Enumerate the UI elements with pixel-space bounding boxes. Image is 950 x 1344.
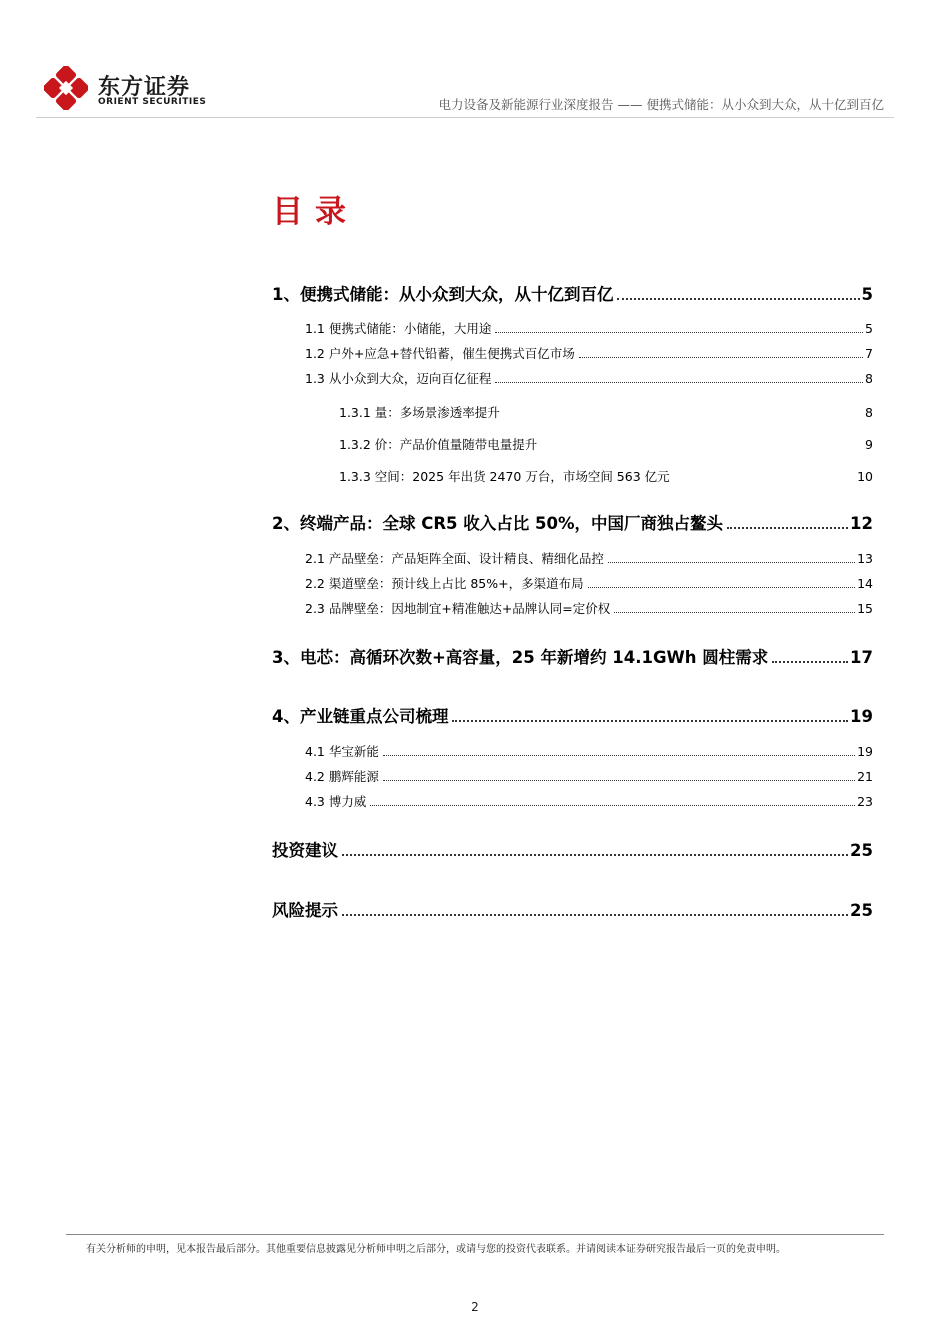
toc-page-number: 5 xyxy=(865,321,873,336)
toc-page-number: 13 xyxy=(857,551,873,566)
toc-page-number: 12 xyxy=(850,514,873,533)
toc-leader xyxy=(617,298,859,300)
toc-entry-text: 2.2 渠道壁垒：预计线上占比 85%+，多渠道布局 xyxy=(305,576,584,591)
toc-leader xyxy=(608,562,855,563)
toc-page-number: 8 xyxy=(865,371,873,386)
toc-leader xyxy=(370,805,855,806)
toc-entry-2[interactable] xyxy=(272,510,873,534)
toc-entry-text: 4、产业链重点公司梳理 xyxy=(272,707,449,726)
toc-leader xyxy=(383,780,855,781)
toc-entry-text: 2.3 品牌壁垒：因地制宜+精准触达+品牌认同=定价权 xyxy=(305,601,611,616)
toc-entry-1-3[interactable] xyxy=(305,369,873,387)
toc-page-number: 25 xyxy=(850,901,873,920)
toc-leader xyxy=(495,382,863,383)
toc-entry-text: 1.3 从小众到大众，迈向百亿征程 xyxy=(305,371,492,386)
toc-entry-2-3[interactable] xyxy=(305,599,873,617)
toc-page-number: 7 xyxy=(865,346,873,361)
toc-entry-text: 投资建议 xyxy=(272,841,338,860)
toc-page-number: 19 xyxy=(850,707,873,726)
toc-page-number: 15 xyxy=(857,601,873,616)
toc-leader xyxy=(452,720,848,722)
toc-entry-1[interactable] xyxy=(272,281,873,305)
toc-entry-4-1[interactable] xyxy=(305,742,873,760)
toc-entry-investment-advice[interactable] xyxy=(272,837,873,861)
toc-entry-4[interactable] xyxy=(272,703,873,727)
orient-logo-icon xyxy=(44,66,88,110)
footer-disclaimer: 有关分析师的申明，见本报告最后部分。其他重要信息披露见分析师申明之后部分，或请与您的投资代表联系。并请阅读本证券研究报告最后一页的免责申明。 xyxy=(86,1244,786,1255)
logo-text-en: ORIENT SECURITIES xyxy=(98,97,207,107)
toc-leader xyxy=(342,914,848,916)
toc-leader xyxy=(588,587,856,588)
toc-leader xyxy=(772,661,848,663)
toc-entry-text: 3、电芯：高循环次数+高容量，25 年新增约 14.1GWh 圆柱需求 xyxy=(272,648,769,667)
toc-page-number: 25 xyxy=(850,841,873,860)
toc-entry-4-3[interactable] xyxy=(305,792,873,810)
toc-entry-text: 2.1 产品壁垒：产品矩阵全面、设计精良、精细化品控 xyxy=(305,551,604,566)
toc-page-number: 5 xyxy=(861,285,873,304)
toc-leader xyxy=(495,332,863,333)
toc-entry-text: 4.3 博力威 xyxy=(305,794,367,809)
toc-entry-text: 1.1 便携式储能：小储能，大用途 xyxy=(305,321,492,336)
page-number: 2 xyxy=(471,1300,479,1314)
company-logo xyxy=(44,66,244,110)
toc-leader xyxy=(342,854,848,856)
toc-entry-text: 1、便携式储能：从小众到大众，从十亿到百亿 xyxy=(272,285,614,304)
toc-leader xyxy=(614,612,855,613)
toc-entry-risk-warning[interactable] xyxy=(272,897,873,921)
toc-entry-text: 1.2 户外+应急+替代铅蓄，催生便携式百亿市场 xyxy=(305,346,575,361)
toc-page-number: 17 xyxy=(850,648,873,667)
toc-entry-1-3-2[interactable] xyxy=(339,435,873,453)
toc-entry-1-2[interactable] xyxy=(305,344,873,362)
toc-entry-2-1[interactable] xyxy=(305,549,873,567)
toc-entry-1-3-1[interactable] xyxy=(339,403,873,421)
toc-entry-text: 1.3.2 价：产品价值量随带电量提升 xyxy=(339,437,538,452)
toc-page-number: 8 xyxy=(865,405,873,420)
toc-entry-3[interactable] xyxy=(272,644,873,668)
toc-entry-1-3-3[interactable] xyxy=(339,467,873,485)
report-header-title: 电力设备及新能源行业深度报告 —— 便携式储能：从小众到大众，从十亿到百亿 xyxy=(438,97,884,112)
toc-page-number: 19 xyxy=(857,744,873,759)
toc-page-number: 9 xyxy=(865,437,873,452)
toc-entry-text: 2、终端产品：全球 CR5 收入占比 50%，中国厂商独占鳌头 xyxy=(272,514,724,533)
toc-entry-4-2[interactable] xyxy=(305,767,873,785)
toc-entry-1-1[interactable] xyxy=(305,319,873,337)
header-divider xyxy=(36,117,894,118)
toc-leader xyxy=(579,357,863,358)
toc-page-number: 14 xyxy=(857,576,873,591)
toc-page-number: 21 xyxy=(857,769,873,784)
toc-leader xyxy=(727,527,848,529)
logo-text-cn: 东方证券 xyxy=(98,75,191,100)
toc-entry-text: 1.3.1 量：多场景渗透率提升 xyxy=(339,405,500,420)
toc-entry-text: 4.1 华宝新能 xyxy=(305,744,379,759)
toc-entry-text: 1.3.3 空间：2025 年出货 2470 万台，市场空间 563 亿元 xyxy=(339,469,670,484)
toc-leader xyxy=(383,755,855,756)
toc-title: 目录 xyxy=(272,194,358,230)
toc-entry-text: 风险提示 xyxy=(272,901,338,920)
toc-page-number: 10 xyxy=(857,469,873,484)
toc-entry-text: 4.2 鹏辉能源 xyxy=(305,769,379,784)
toc-page-number: 23 xyxy=(857,794,873,809)
footer-divider xyxy=(66,1234,884,1235)
toc-entry-2-2[interactable] xyxy=(305,574,873,592)
